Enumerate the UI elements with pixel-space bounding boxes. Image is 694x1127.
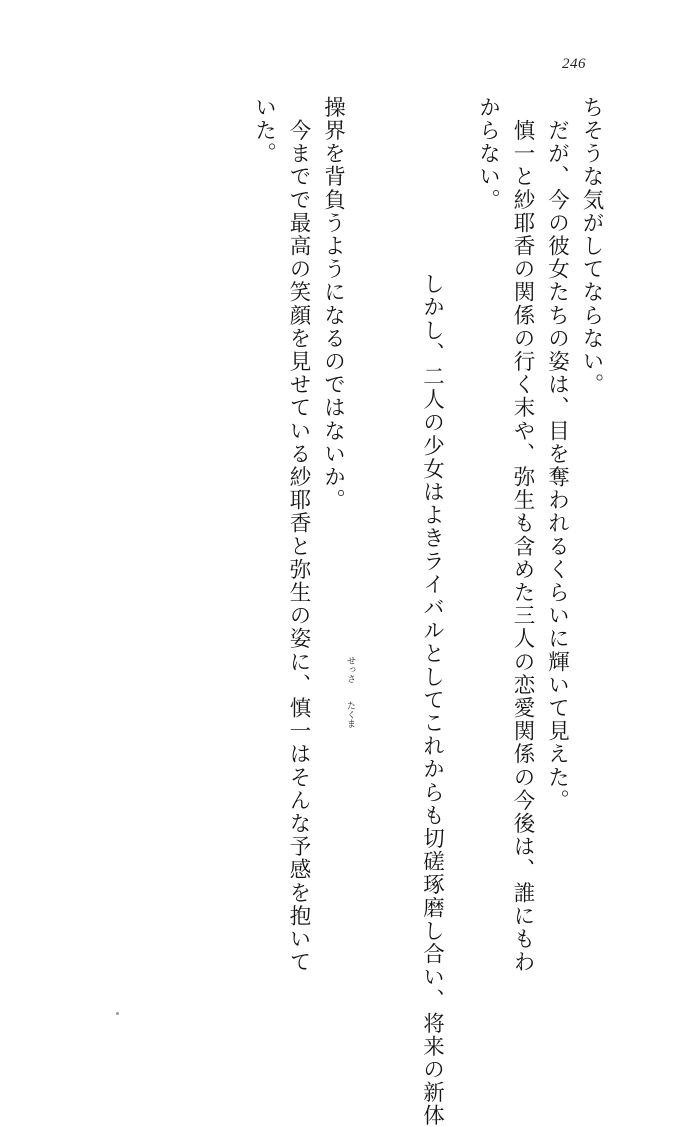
text-column: 今までで最高の笑顔を見せている紗耶香と弥生の姿に、慎一はそんな予感を抱いて bbox=[287, 96, 311, 974]
ruby-annotation-takuma: たくま bbox=[345, 701, 356, 728]
text-column: からない。 bbox=[476, 96, 501, 212]
footer-mark bbox=[116, 1012, 119, 1015]
text-column: 操界を背負うようになるのではないか。 bbox=[321, 96, 346, 512]
text-column-body: しかし、二人の少女はよきライバルとしてこれからも切磋琢磨し合い、将来の新体 bbox=[420, 249, 445, 1127]
text-column: 慎一と紗耶香の関係の行く末や、弥生も含めた三人の恋愛関係の今後は、誰にもわ bbox=[511, 96, 535, 974]
page-number: 246 bbox=[562, 56, 586, 72]
text-column: いた。 bbox=[252, 96, 277, 166]
vertical-text-block bbox=[240, 96, 604, 1127]
ruby-annotation-sessa: せっさ bbox=[345, 656, 356, 683]
text-column-with-ruby bbox=[345, 96, 465, 1127]
text-column: ちそうな気がしてならない。 bbox=[580, 96, 604, 397]
text-column: だが、今の彼女たちの姿は、目を奪われるくらいに輝いて見えた。 bbox=[545, 96, 570, 813]
